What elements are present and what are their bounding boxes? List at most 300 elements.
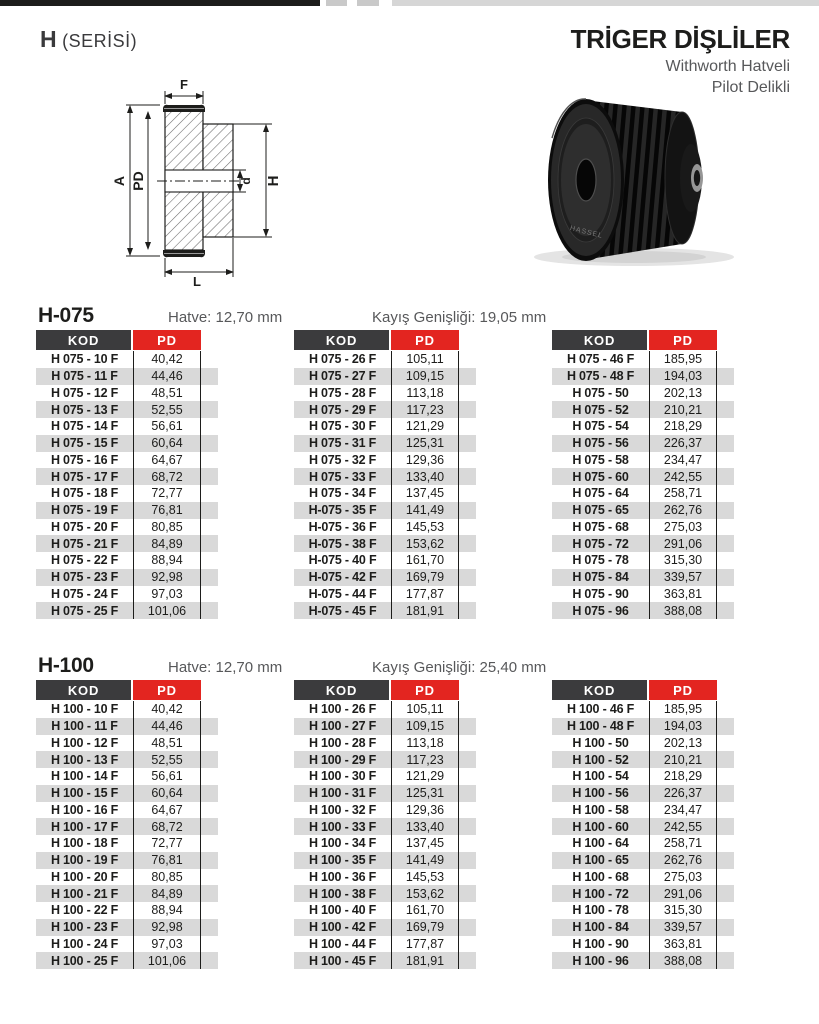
pd-cell: 121,29	[391, 768, 459, 785]
row-extension	[717, 768, 733, 785]
pd-cell: 48,51	[133, 735, 201, 752]
pd-column-header: PD	[133, 330, 201, 350]
table-row	[36, 401, 218, 418]
table-row	[36, 351, 218, 368]
kod-cell: H 100 - 29 F	[308, 752, 377, 767]
table-row	[552, 952, 734, 969]
kod-cell: H 100 - 21 F	[50, 886, 119, 901]
table-row	[552, 351, 734, 368]
series-letter: H	[40, 26, 57, 52]
table-row	[294, 368, 476, 385]
pd-cell: 137,45	[391, 835, 459, 852]
engraving-text: HASSEL	[569, 225, 604, 241]
kod-cell: H 100 - 28 F	[308, 735, 377, 750]
table-row	[294, 885, 476, 902]
kod-cell: H 100 - 72	[572, 886, 629, 901]
table-row	[294, 902, 476, 919]
pd-cell: 275,03	[649, 519, 717, 536]
kod-cell: H 100 - 84	[572, 920, 629, 935]
table-row	[552, 485, 734, 502]
pd-cell: 388,08	[649, 952, 717, 969]
pd-cell: 218,29	[649, 768, 717, 785]
table-row	[552, 435, 734, 452]
row-extension	[717, 735, 733, 752]
pd-cell: 315,30	[649, 902, 717, 919]
kod-cell: H-075 - 42 F	[308, 570, 377, 585]
row-extension	[717, 919, 733, 936]
table-row	[552, 818, 734, 835]
pd-table	[294, 330, 476, 619]
row-extension	[717, 936, 733, 953]
pd-cell: 101,06	[133, 952, 201, 969]
table-row	[294, 552, 476, 569]
table-row	[294, 735, 476, 752]
kod-cell: H 075 - 52	[572, 402, 629, 417]
table-row	[294, 802, 476, 819]
table-header-row	[36, 680, 218, 700]
table-row	[552, 885, 734, 902]
row-extension	[459, 936, 475, 953]
kod-cell: H 075 - 68	[572, 519, 629, 534]
pd-column-header: PD	[649, 330, 717, 350]
dim-label-h: H	[265, 175, 282, 187]
pd-cell: 181,91	[391, 952, 459, 969]
row-extension	[459, 519, 475, 536]
table-row	[36, 718, 218, 735]
table-row	[36, 385, 218, 402]
pd-cell: 60,64	[133, 435, 201, 452]
kod-cell: H 075 - 30 F	[308, 419, 377, 434]
table-row	[552, 751, 734, 768]
kod-cell: H 075 - 60	[572, 469, 629, 484]
row-extension	[459, 552, 475, 569]
pd-cell: 129,36	[391, 452, 459, 469]
row-extension	[201, 735, 217, 752]
pd-cell: 68,72	[133, 818, 201, 835]
row-extension	[201, 919, 217, 936]
pd-cell: 177,87	[391, 936, 459, 953]
row-extension	[459, 751, 475, 768]
pd-cell: 181,91	[391, 602, 459, 619]
kod-cell: H 100 - 68	[572, 869, 629, 884]
row-extension	[201, 351, 217, 368]
pd-table	[552, 330, 734, 619]
row-extension	[459, 418, 475, 435]
pd-cell: 80,85	[133, 869, 201, 886]
kod-cell: H-075 - 40 F	[308, 553, 377, 568]
table-row	[36, 502, 218, 519]
pd-cell: 242,55	[649, 468, 717, 485]
row-extension	[717, 586, 733, 603]
row-extension	[459, 351, 475, 368]
pd-cell: 76,81	[133, 852, 201, 869]
row-extension	[201, 535, 217, 552]
row-extension	[459, 852, 475, 869]
row-extension	[459, 902, 475, 919]
row-extension	[717, 602, 733, 619]
kod-cell: H 100 - 15 F	[50, 786, 119, 801]
pd-column-header: PD	[649, 680, 717, 700]
table-row	[294, 569, 476, 586]
kod-cell: H 075 - 26 F	[308, 352, 377, 367]
kod-cell: H 075 - 31 F	[308, 436, 377, 451]
table-row	[294, 835, 476, 852]
table-header-row	[294, 330, 476, 350]
technical-drawing	[90, 74, 322, 294]
table-row	[36, 919, 218, 936]
kod-cell: H 100 - 20 F	[50, 869, 119, 884]
pd-cell: 218,29	[649, 418, 717, 435]
table-row	[294, 701, 476, 718]
pd-cell: 121,29	[391, 418, 459, 435]
row-extension	[201, 768, 217, 785]
pd-cell: 88,94	[133, 552, 201, 569]
table-row	[294, 768, 476, 785]
pd-cell: 84,89	[133, 885, 201, 902]
kod-cell: H 075 - 34 F	[308, 486, 377, 501]
pd-column-header: PD	[133, 680, 201, 700]
row-extension	[459, 401, 475, 418]
pd-cell: 258,71	[649, 485, 717, 502]
pitch-label: Hatve: 12,70 mm	[168, 659, 283, 676]
kod-cell: H-075 - 36 F	[308, 519, 377, 534]
table-row	[552, 452, 734, 469]
kod-cell: H 100 - 18 F	[50, 836, 119, 851]
row-extension	[459, 502, 475, 519]
table-row	[36, 519, 218, 536]
pd-table	[552, 680, 734, 969]
pd-cell: 97,03	[133, 936, 201, 953]
table-row	[552, 735, 734, 752]
table-row	[294, 602, 476, 619]
table-row	[294, 852, 476, 869]
pd-cell: 363,81	[649, 586, 717, 603]
pd-cell: 113,18	[391, 385, 459, 402]
table-row	[36, 602, 218, 619]
front-flange	[548, 99, 624, 261]
kod-column-header: KOD	[36, 680, 131, 700]
row-extension	[201, 519, 217, 536]
table-row	[552, 852, 734, 869]
table-row	[36, 418, 218, 435]
table-row	[36, 869, 218, 886]
row-extension	[717, 818, 733, 835]
kod-cell: H-075 - 35 F	[308, 503, 377, 518]
row-extension	[201, 952, 217, 969]
page-edge-bar-light	[392, 0, 819, 6]
kod-cell: H 100 - 38 F	[308, 886, 377, 901]
pd-cell: 177,87	[391, 586, 459, 603]
kod-cell: H 100 - 22 F	[50, 903, 119, 918]
table-row	[294, 952, 476, 969]
kod-cell: H 100 - 46 F	[566, 702, 635, 717]
kod-cell: H 100 - 65	[572, 853, 629, 868]
row-extension	[459, 818, 475, 835]
row-extension	[717, 802, 733, 819]
row-extension	[459, 952, 475, 969]
pd-cell: 133,40	[391, 468, 459, 485]
pd-cell: 185,95	[649, 701, 717, 718]
row-extension	[717, 835, 733, 852]
pd-column-header: PD	[391, 330, 459, 350]
row-extension	[717, 751, 733, 768]
table-row	[36, 485, 218, 502]
pd-cell: 101,06	[133, 602, 201, 619]
pd-cell: 52,55	[133, 401, 201, 418]
kod-cell: H 075 - 29 F	[308, 402, 377, 417]
table-row	[36, 452, 218, 469]
table-row	[552, 418, 734, 435]
row-extension	[459, 785, 475, 802]
row-extension	[201, 502, 217, 519]
pd-cell: 202,13	[649, 735, 717, 752]
pd-cell: 117,23	[391, 401, 459, 418]
kod-cell: H 075 - 24 F	[50, 586, 119, 601]
kod-cell: H 100 - 48 F	[566, 719, 635, 734]
kod-cell: H 075 - 78	[572, 553, 629, 568]
table-row	[552, 869, 734, 886]
kod-column-header: KOD	[552, 680, 647, 700]
kod-cell: H 100 - 26 F	[308, 702, 377, 717]
row-extension	[201, 435, 217, 452]
pd-cell: 56,61	[133, 418, 201, 435]
timing-pulley-photo	[534, 86, 744, 271]
kod-cell: H 100 - 56	[572, 786, 629, 801]
pd-cell: 52,55	[133, 751, 201, 768]
row-extension	[201, 485, 217, 502]
row-extension	[717, 401, 733, 418]
row-extension	[459, 485, 475, 502]
table-row	[36, 468, 218, 485]
pulley-body	[157, 105, 241, 257]
dim-label-pd: PD	[130, 171, 146, 191]
table-row	[552, 385, 734, 402]
kod-cell: H 100 - 32 F	[308, 802, 377, 817]
row-extension	[459, 802, 475, 819]
kod-column-header: KOD	[294, 330, 389, 350]
kod-cell: H 075 - 54	[572, 419, 629, 434]
table-row	[552, 569, 734, 586]
pd-cell: 105,11	[391, 351, 459, 368]
table-row	[294, 401, 476, 418]
kod-cell: H 100 - 19 F	[50, 853, 119, 868]
kod-column-header: KOD	[552, 330, 647, 350]
product-photo	[534, 86, 744, 276]
kod-cell: H 075 - 11 F	[51, 369, 118, 384]
row-extension	[201, 902, 217, 919]
kod-cell: H 075 - 28 F	[308, 385, 377, 400]
kod-cell: H 075 - 48 F	[566, 369, 635, 384]
kod-cell: H 075 - 56	[572, 436, 629, 451]
pd-cell: 72,77	[133, 835, 201, 852]
table-row	[294, 586, 476, 603]
table-row	[36, 751, 218, 768]
dim-label-d: d	[239, 177, 253, 185]
table-row	[294, 452, 476, 469]
table-row	[36, 936, 218, 953]
row-extension	[717, 535, 733, 552]
kod-cell: H 075 - 72	[572, 536, 629, 551]
row-extension	[717, 351, 733, 368]
row-extension	[717, 885, 733, 902]
row-extension	[717, 952, 733, 969]
pd-cell: 161,70	[391, 902, 459, 919]
row-extension	[717, 519, 733, 536]
kod-cell: H-075 - 45 F	[308, 603, 377, 618]
kod-cell: H 100 - 16 F	[50, 802, 119, 817]
kod-cell: H 100 - 78	[572, 903, 629, 918]
pd-cell: 133,40	[391, 818, 459, 835]
row-extension	[201, 802, 217, 819]
table-row	[552, 519, 734, 536]
kod-cell: H 100 - 34 F	[308, 836, 377, 851]
row-extension	[459, 368, 475, 385]
row-extension	[717, 452, 733, 469]
kod-cell: H-075 - 38 F	[308, 536, 377, 551]
row-extension	[459, 701, 475, 718]
pd-cell: 113,18	[391, 735, 459, 752]
row-extension	[201, 818, 217, 835]
table-row	[36, 368, 218, 385]
kod-cell: H 100 - 12 F	[50, 735, 119, 750]
pd-cell: 234,47	[649, 452, 717, 469]
pd-cell: 125,31	[391, 435, 459, 452]
row-extension	[717, 852, 733, 869]
kod-cell: H 100 - 42 F	[308, 920, 377, 935]
table-row	[294, 535, 476, 552]
table-row	[552, 468, 734, 485]
pd-cell: 40,42	[133, 701, 201, 718]
kod-cell: H 100 - 40 F	[308, 903, 377, 918]
row-extension	[717, 785, 733, 802]
table-row	[552, 902, 734, 919]
section-title: H-075	[38, 304, 94, 327]
series-suffix: (SERİSİ)	[56, 31, 138, 51]
table-row	[294, 919, 476, 936]
table-row	[36, 802, 218, 819]
kod-cell: H 075 - 13 F	[50, 402, 119, 417]
row-extension	[201, 751, 217, 768]
row-extension	[201, 385, 217, 402]
table-row	[294, 936, 476, 953]
row-extension	[717, 385, 733, 402]
pd-cell: 339,57	[649, 919, 717, 936]
row-extension	[201, 869, 217, 886]
table-row	[552, 586, 734, 603]
row-extension	[201, 852, 217, 869]
table-row	[552, 802, 734, 819]
pd-table	[36, 330, 218, 619]
table-row	[294, 818, 476, 835]
pd-cell: 242,55	[649, 818, 717, 835]
table-row	[552, 502, 734, 519]
pd-cell: 92,98	[133, 919, 201, 936]
table-header-row	[36, 330, 218, 350]
belt-width-label: Kayış Genişliği: 25,40 mm	[372, 659, 547, 676]
row-extension	[201, 701, 217, 718]
row-extension	[459, 586, 475, 603]
row-extension	[717, 485, 733, 502]
pd-cell: 64,67	[133, 802, 201, 819]
pd-cell: 226,37	[649, 785, 717, 802]
table-row	[36, 885, 218, 902]
pd-column-header: PD	[391, 680, 459, 700]
row-extension	[717, 418, 733, 435]
pd-cell: 105,11	[391, 701, 459, 718]
kod-cell: H 100 - 13 F	[50, 752, 119, 767]
table-row	[552, 701, 734, 718]
table-row	[36, 818, 218, 835]
row-extension	[459, 885, 475, 902]
pd-cell: 44,46	[133, 718, 201, 735]
pd-cell: 161,70	[391, 552, 459, 569]
row-extension	[459, 535, 475, 552]
table-row	[294, 385, 476, 402]
row-extension	[459, 468, 475, 485]
pd-cell: 141,49	[391, 852, 459, 869]
belt-width-label: Kayış Genişliği: 19,05 mm	[372, 309, 547, 326]
kod-cell: H 100 - 60	[572, 819, 629, 834]
row-extension	[201, 569, 217, 586]
center-bore	[576, 159, 596, 201]
page-edge-bar-dark	[0, 0, 320, 6]
row-extension	[201, 552, 217, 569]
kod-cell: H 100 - 14 F	[50, 769, 119, 784]
table-row	[294, 468, 476, 485]
pd-table	[294, 680, 476, 969]
row-extension	[717, 435, 733, 452]
pd-cell: 92,98	[133, 569, 201, 586]
row-extension	[717, 468, 733, 485]
kod-cell: H 075 - 12 F	[50, 385, 119, 400]
row-extension	[459, 869, 475, 886]
pd-cell: 262,76	[649, 502, 717, 519]
pd-cell: 56,61	[133, 768, 201, 785]
pd-cell: 234,47	[649, 802, 717, 819]
kod-cell: H 100 - 35 F	[308, 853, 377, 868]
pd-cell: 137,45	[391, 485, 459, 502]
kod-cell: H 075 - 14 F	[50, 419, 119, 434]
kod-cell: H 100 - 27 F	[308, 719, 377, 734]
table-row	[36, 768, 218, 785]
table-row	[294, 418, 476, 435]
row-extension	[459, 452, 475, 469]
kod-cell: H 075 - 90	[572, 586, 629, 601]
pd-cell: 40,42	[133, 351, 201, 368]
kod-cell: H 100 - 30 F	[308, 769, 377, 784]
kod-cell: H 075 - 96	[572, 603, 629, 618]
row-extension	[717, 869, 733, 886]
kod-cell: H 100 - 24 F	[50, 936, 119, 951]
kod-cell: H 075 - 22 F	[50, 553, 119, 568]
kod-column-header: KOD	[36, 330, 131, 350]
kod-cell: H 075 - 64	[572, 486, 629, 501]
table-row	[36, 835, 218, 852]
kod-cell: H 100 - 45 F	[308, 953, 377, 968]
row-extension	[459, 385, 475, 402]
table-row	[36, 569, 218, 586]
table-row	[36, 852, 218, 869]
pd-cell: 145,53	[391, 519, 459, 536]
row-extension	[717, 701, 733, 718]
table-row	[552, 768, 734, 785]
kod-cell: H 100 - 52	[572, 752, 629, 767]
kod-cell: H-075 - 44 F	[308, 586, 377, 601]
pd-cell: 226,37	[649, 435, 717, 452]
kod-cell: H 075 - 21 F	[50, 536, 119, 551]
table-row	[552, 919, 734, 936]
pd-cell: 258,71	[649, 835, 717, 852]
